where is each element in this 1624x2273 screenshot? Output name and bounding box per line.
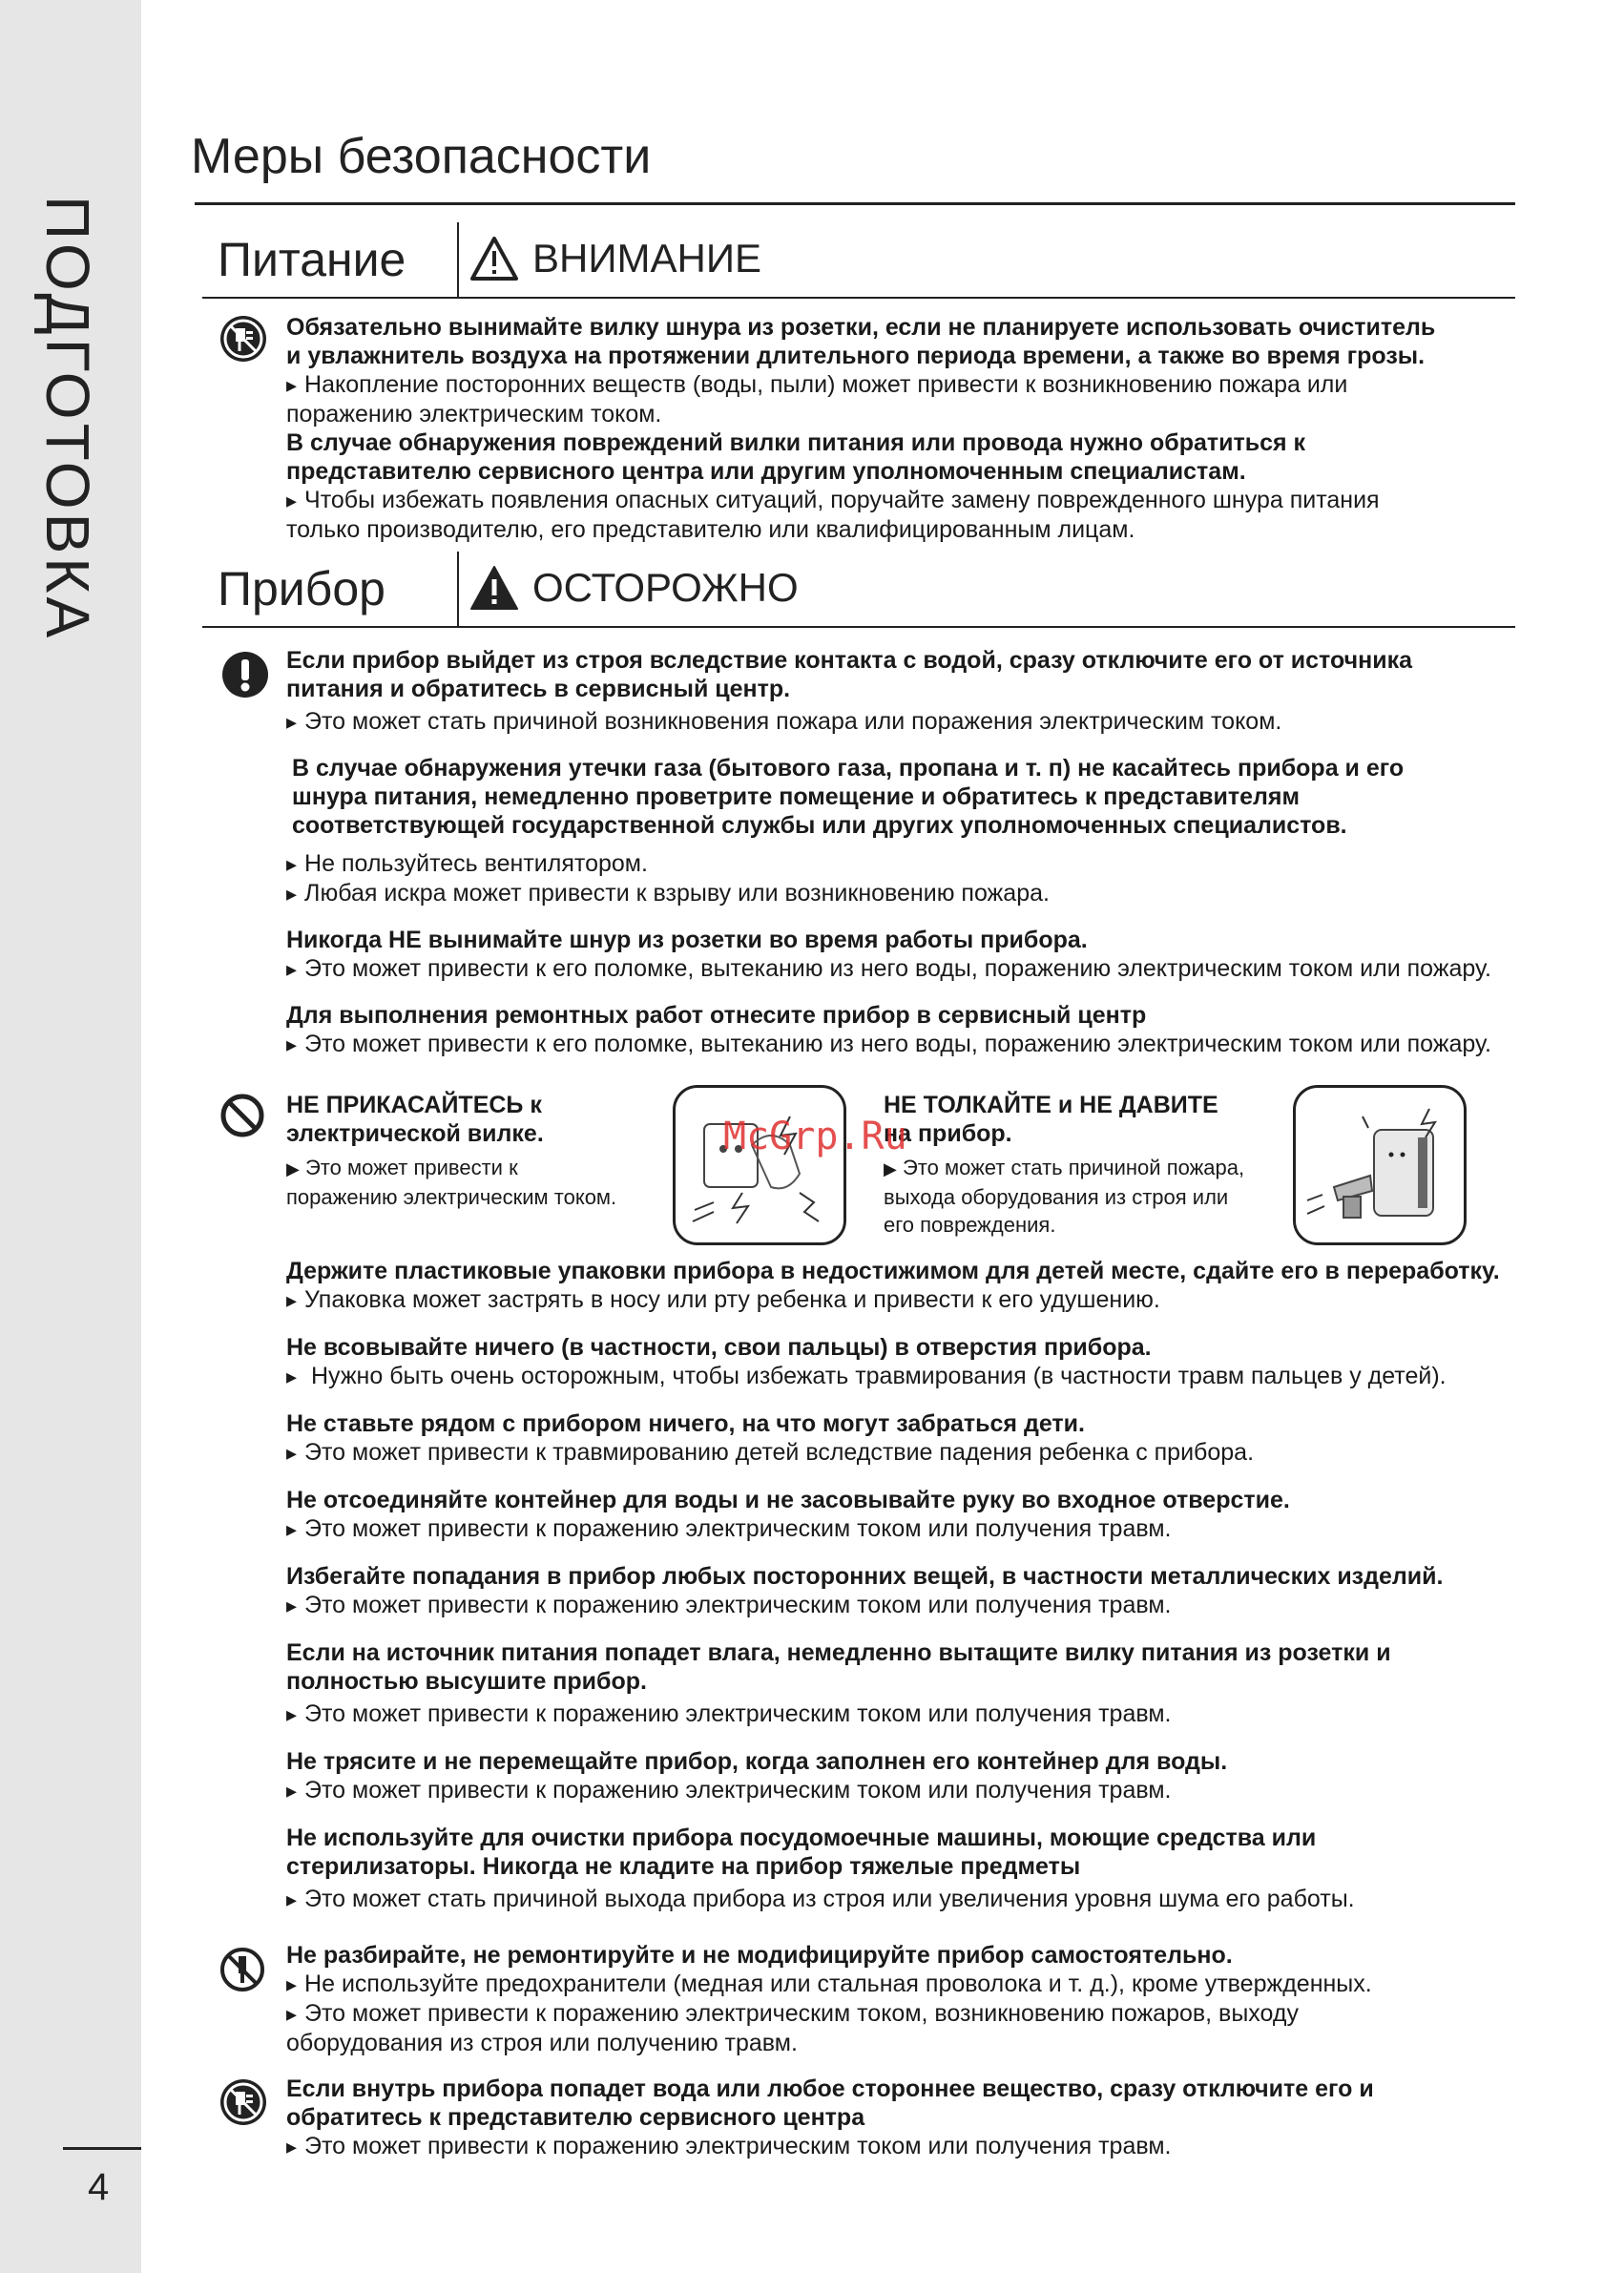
device-item-cord: Никогда НЕ вынимайте шнур из розетки во время работы прибора. ▸ Это может привести к его поломке, вытеканию из него воды, поражению электрическим током или пожару.	[286, 926, 1546, 984]
device-item-gas-notes: ▸ Не пользуйтесь вентилятором. ▸ Любая искра может привести к взрыву или возникновению пожара.	[286, 849, 1546, 908]
section-header-power	[202, 222, 1515, 299]
list-item: Не трясите и не перемещайте прибор, когда заполнен его контейнер для воды. ▸ Это может привести к поражению электрическим током или получения травм.	[286, 1747, 1546, 1805]
list-item: Не используйте для очистки прибора посудомоечные машины, моющие средства или стерилизаторы. Никогда не кладите на прибор тяжелые предметы ▸ Это может стать причиной выхода прибора из строя или увеличения уровня шума его работы.	[286, 1824, 1546, 1914]
unplug-icon	[219, 315, 267, 363]
device-rule-list	[286, 1257, 1546, 1914]
device-item-no-push: НЕ ТОЛКАЙТЕ и НЕ ДАВИТЕ на прибор. ▶ Это может стать причиной пожара, выхода оборудования из строя или его повреждения.	[884, 1092, 1245, 1237]
prohibit-icon	[219, 1093, 265, 1138]
device-item-repair: Для выполнения ремонтных работ отнесите прибор в сервисный центр ▸ Это может привести к его поломке, вытеканию из него воды, поражению электрическим током или пожару.	[286, 1001, 1546, 1059]
no-disassemble-icon	[219, 1947, 265, 1992]
exclamation-icon	[221, 651, 269, 699]
power-item-unplug: Обязательно вынимайте вилку шнура из розетки, если не планируете использовать очиститель и увлажнитель воздуха на протяжении длительного периода времени, а также во время грозы. ▸ Накопление посторонних веществ (воды, пыли) может привести к возникновению пожара или поражению электрическим током. В случае обнаружения повреждений вилки питания или провода нужно обратиться к представителю сервисного центра или другим уполномоченным специалистам. ▸ Чтобы избежать появления опасных ситуаций, поручайте замену поврежденного шнура питания только производителю, его представителю или квалифицированным лицам.	[286, 313, 1546, 544]
list-item: Если на источник питания попадет влага, немедленно вытащите вилку питания из розетки и полностью высушите прибор. ▸ Это может привести к поражению электрическим током или получения травм.	[286, 1638, 1546, 1729]
page-number: 4	[88, 2166, 110, 2208]
device-item-gas-leak: В случае обнаружения утечки газа (бытового газа, пропана и т. п) не касайтесь прибора и его шнура питания, немедленно проветрите помещение и обратитесь к представителям соответствующей государственной службы или других уполномоченных специалистов.	[292, 755, 1405, 839]
list-item: Избегайте попадания в прибор любых посторонних вещей, в частности металлических изделий. ▸ Это может привести к поражению электрическим током или получения травм.	[286, 1562, 1546, 1620]
list-item: Держите пластиковые упаковки прибора в недостижимом для детей месте, сдайте его в переработку. ▸ Упаковка может застрять в носу или рту ребенка и привести к его удушению.	[286, 1257, 1546, 1315]
push-illustration	[1293, 1085, 1467, 1245]
caution-label: ОСТОРОЖНО	[469, 565, 799, 611]
list-item: Не ставьте рядом с прибором ничего, на что могут забраться дети. ▸ Это может привести к травмированию детей вследствие падения ребенка с прибора.	[286, 1409, 1546, 1468]
section-name: Питание	[218, 233, 406, 286]
section-label: ПОДГОТОВКА	[33, 196, 102, 642]
section-name: Прибор	[218, 562, 385, 615]
watermark: McGrp.Ru	[723, 1115, 907, 1158]
unplug-icon	[219, 2078, 267, 2126]
list-item: Не всовывайте ничего (в частности, свои пальцы) в отверстия прибора. ▸ Нужно быть очень осторожным, чтобы избежать травмирования (в частности травм пальцев у детей).	[286, 1333, 1546, 1391]
section-header-device	[202, 552, 1515, 628]
caution-triangle-icon	[469, 565, 519, 611]
title-divider	[195, 202, 1515, 205]
device-item-no-touch-plug: НЕ ПРИКАСАЙТЕСЬ к электрической вилке. ▶ Это может привести к поражению электрическим током.	[286, 1092, 617, 1209]
warning-label: ВНИМАНИЕ	[469, 236, 761, 282]
device-item-water-contact: Если прибор выйдет из строя вследствие контакта с водой, сразу отключите его от источника питания и обратитесь в сервисный центр. ▸ Это может стать причиной возникновения пожара или поражения электрическим током.	[286, 646, 1546, 737]
device-item-no-disassemble: Не разбирайте, не ремонтируйте и не модифицируйте прибор самостоятельно. ▸ Не используйте предохранители (медная или стальная проволока и т. д.), кроме утвержденных. ▸ Это может привести к поражению электрическим током, возникновению пожаров, выходу оборудования из строя или получению травм.	[286, 1941, 1546, 2057]
page-number-rule	[63, 2147, 141, 2150]
warning-triangle-icon	[469, 236, 519, 282]
page-title: Меры безопасности	[191, 129, 652, 184]
plug-illustration	[673, 1085, 846, 1245]
device-item-water-inside: Если внутрь прибора попадет вода или любое стороннее вещество, сразу отключите его и обратитесь к представителю сервисного центра ▸ Это может привести к поражению электрическим током или получения травм.	[286, 2075, 1546, 2161]
list-item: Не отсоединяйте контейнер для воды и не засовывайте руку во входное отверстие. ▸ Это может привести к поражению электрическим током или получения травм.	[286, 1486, 1546, 1544]
